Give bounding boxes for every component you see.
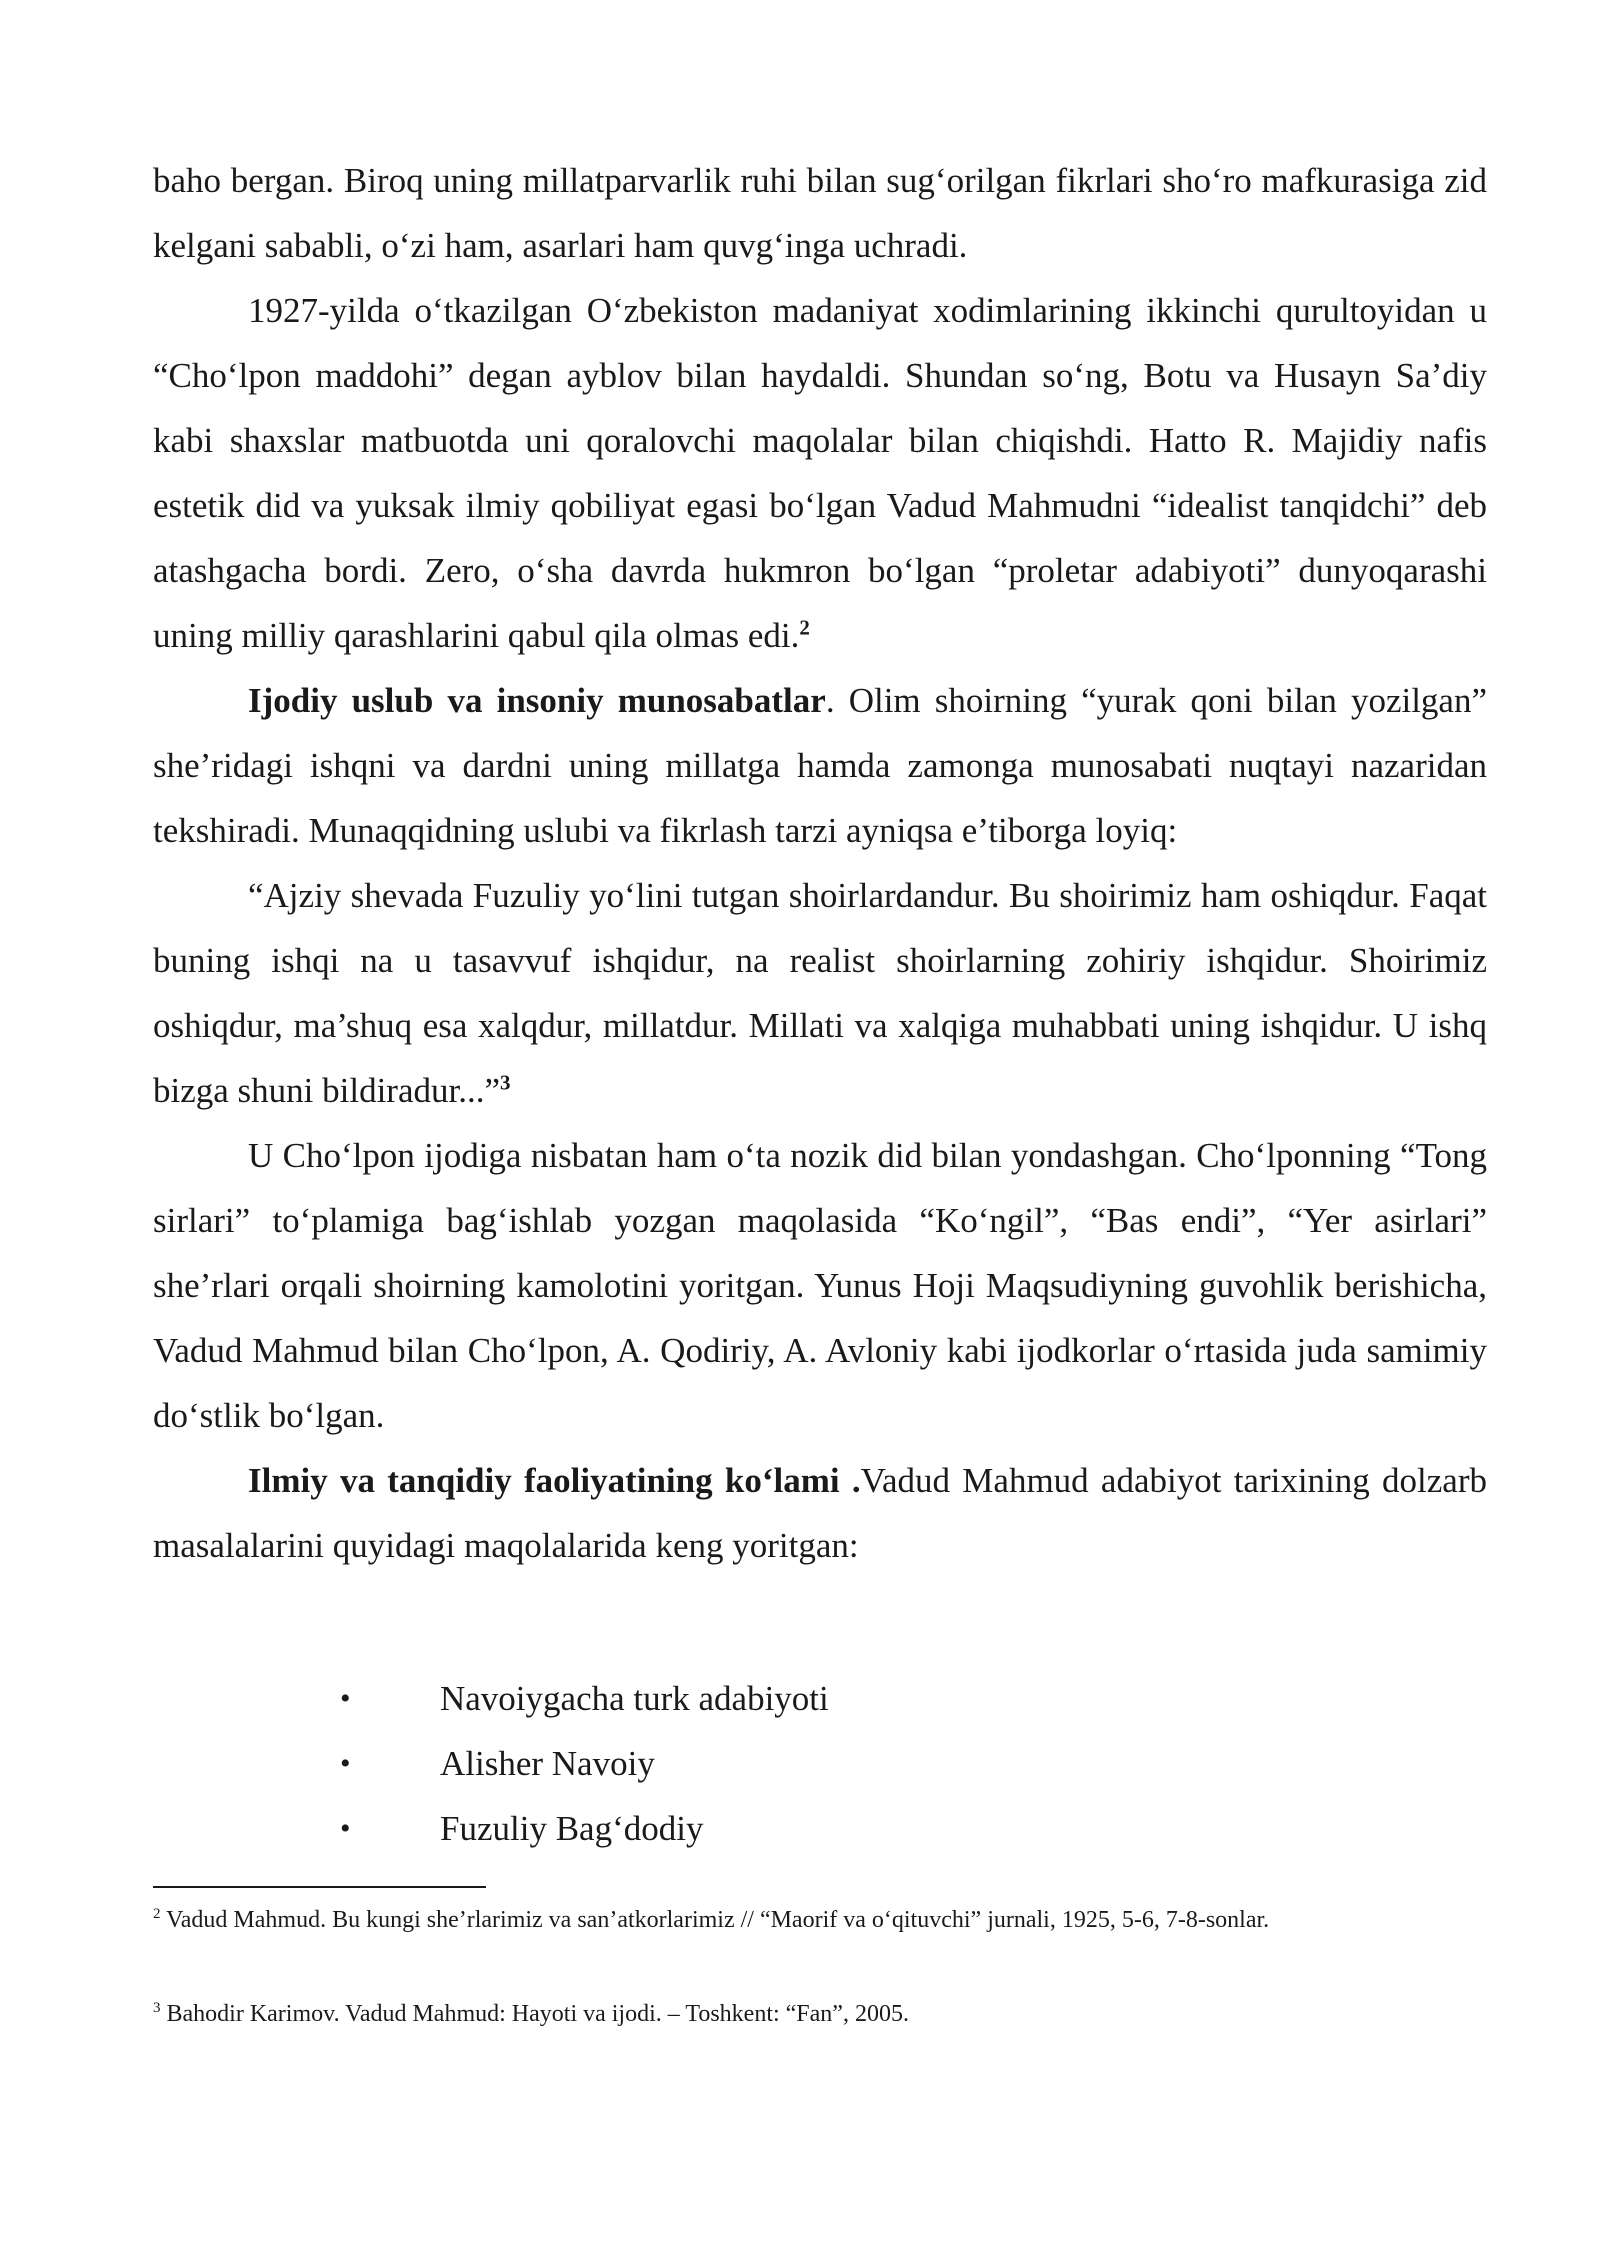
paragraph-3-text: . Olim shoirning “yurak qoni bilan yozilgan” she’ridagi ishqni va dardni uning millatga hamda zamonga munosabati nuqtayi nazaridan tekshiradi. Munaqqidning uslubi va fikrlash tarzi ayniqsa e’tiborga loyiq: — [153, 681, 1487, 850]
list-item — [340, 1731, 829, 1796]
list-item-text: Alisher Navoiy — [440, 1744, 655, 1783]
paragraph-2-text: 1927-yilda o‘tkazilgan O‘zbekiston madaniyat xodimlarining ikkinchi qurultoyidan u “Cho‘lpon maddohi” degan ayblov bilan haydaldi. Shundan so‘ng, Botu va Husayn Sa’diy kabi shaxslar matbuotda uni qoralovchi maqolalar bilan chiqishdi. Hatto R. Majidiy nafis estetik did va yuksak ilmiy qobiliyat egasi bo‘lgan Vadud Mahmudni “idealist tanqidchi” deb atashgacha bordi. Zero, o‘sha davrda hukmron bo‘lgan “proletar adabiyoti” dunyoqarashi uning milliy qarashlarini qabul qila olmas edi. — [153, 291, 1487, 655]
list-item-text: Fuzuliy Bag‘dodiy — [440, 1809, 704, 1848]
list-item — [340, 1796, 829, 1861]
bullet-icon: • — [340, 1812, 351, 1845]
document-page — [153, 148, 1487, 2027]
paragraph-1-text: baho bergan. Biroq uning millatparvarlik ruhi bilan sug‘orilgan fikrlari sho‘ro mafkurasiga zid kelgani sababli, o‘zi ham, asarlari ham quvg‘inga uchradi. — [153, 161, 1487, 265]
footnote-3 — [153, 1998, 1487, 2030]
section-heading-scope: Ilmiy va tanqidiy faoliyatining ko‘lami . — [248, 1461, 861, 1500]
quote-text: “Ajziy shevada Fuzuliy yo‘lini tutgan shoirlardandur. Bu shoirimiz ham oshiqdur. Faqat buning ishqi na u tasavvuf ishqidur, na realist shoirlarning zohiriy ishqidur. Shoirimiz oshiqdur, ma’shuq esa xalqdur, millatdur. Millati va xalqiga muhabbati uning ishqidur. U ishq bizga shuni bildiradur...” — [153, 876, 1487, 1110]
paragraph-2 — [153, 278, 1487, 668]
footnote-text: Bahodir Karimov. Vadud Mahmud: Hayoti va ijodi. – Toshkent: “Fan”, 2005. — [166, 2001, 909, 2027]
footnote-number: 3 — [153, 2000, 161, 2016]
paragraph-1 — [153, 148, 1487, 278]
footnote-separator — [153, 1886, 486, 1888]
paragraph-5 — [153, 1123, 1487, 1448]
paragraph-6 — [153, 1448, 1487, 1578]
footnote-text: Vadud Mahmud. Bu kungi she’rlarimiz va san’atkorlarimiz // “Maorif va o‘qituvchi” jurnali, 1925, 5-6, 7-8-sonlar. — [166, 1907, 1270, 1933]
list-item — [340, 1666, 829, 1731]
article-list — [340, 1666, 829, 1861]
paragraph-4-quote — [153, 863, 1487, 1123]
paragraph-5-text: U Cho‘lpon ijodiga nisbatan ham o‘ta nozik did bilan yondashgan. Cho‘lponning “Tong sirlari” to‘plamiga bag‘ishlab yozgan maqolasida “Ko‘ngil”, “Bas endi”, “Yer asirlari” she’rlari orqali shoirning kamolotini yoritgan. Yunus Hoji Maqsudiyning guvohlik berishicha, Vadud Mahmud bilan Cho‘lpon, A. Qodiriy, A. Avloniy kabi ijodkorlar o‘rtasida juda samimiy do‘stlik bo‘lgan. — [153, 1136, 1487, 1435]
footnote-number: 2 — [153, 1906, 161, 1922]
bullet-icon: • — [340, 1682, 351, 1715]
footnote-ref-2[interactable]: 2 — [799, 615, 810, 640]
list-item-text: Navoiygacha turk adabiyoti — [440, 1679, 829, 1718]
paragraph-3 — [153, 668, 1487, 863]
section-heading-style: Ijodiy uslub va insoniy munosabatlar — [248, 681, 826, 720]
footnote-ref-3[interactable]: 3 — [500, 1070, 511, 1095]
footnote-2 — [153, 1904, 1487, 1936]
bullet-icon: • — [340, 1747, 351, 1780]
paragraph-6-text: Vadud Mahmud adabiyot tarixining dolzarb masalalarini quyidagi maqolalarida keng yoritgan: — [153, 1461, 1487, 1565]
